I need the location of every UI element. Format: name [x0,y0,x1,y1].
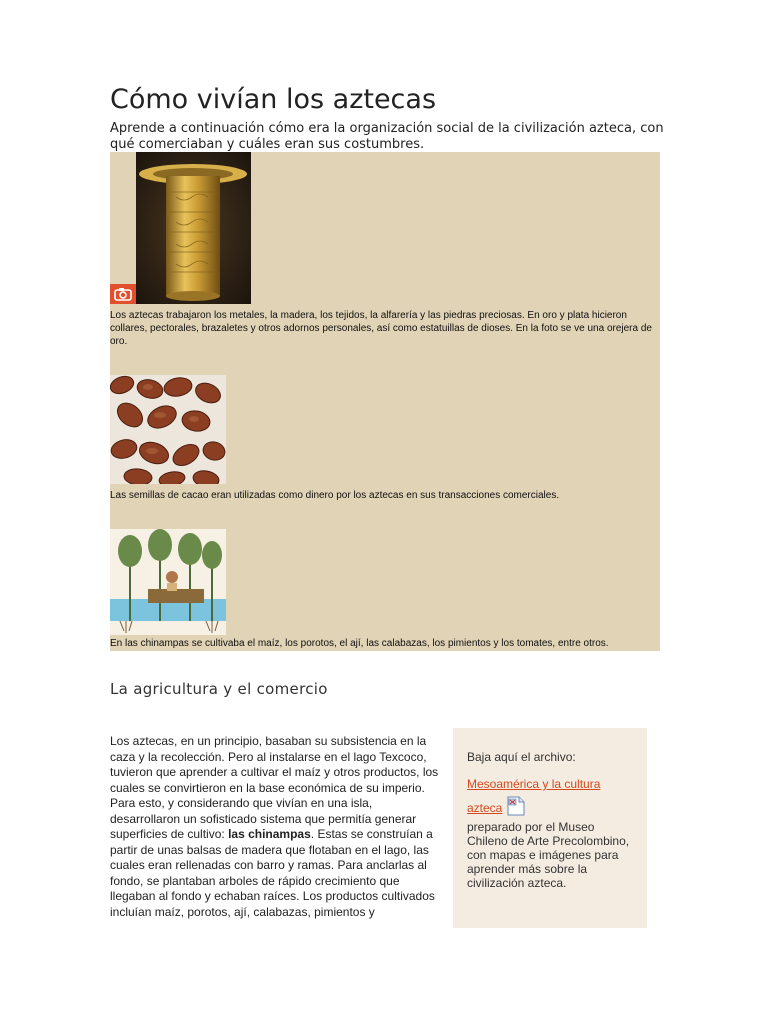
paragraph-text-start: Los aztecas, en un principio, basaban su subsistencia en la caza y la recolección. Pero al instalarse en el lago Texcoco, tuvieron que aprender a cultivar el maíz y otros productos, los cuales se convirtieron en la base económica de su imperio. Para esto, y considerando que vivían en una isla, desarrollaron un sofisticado sistema que permitía generar superficies de cultivo: [110,734,439,841]
caption-gold: Los aztecas trabajaron los metales, la madera, los tejidos, la alfarería y las piedras preciosas. En oro y plata hicieron collares, pectorales, brazaletes y otros adornos personales, así como estatuillas de dioses. En la foto se ve una orejera de oro. [110,310,652,347]
chinampas-image [110,529,226,635]
paragraph-text-end: . Estas se construían a partir de unas balsas de madera que flotaban en el lago, las cuales eran rellenadas con barro y ramas. Para anclarlas al fondo, se plantaban arboles de rápido crecimiento que llegaban al fondo y echaban raíces. Los productos cultivados incluían maíz, porotos, ají, calabazas, pimientos y [110,827,435,919]
caption-cacao: Las semillas de cacao eran utilizadas como dinero por los aztecas en sus transacciones comerciales. [110,490,560,501]
download-lead: Baja aquí el archivo: [467,750,576,764]
download-sidebox [453,728,647,928]
section-heading: La agricultura y el comercio [110,680,328,698]
file-icon[interactable] [506,796,526,819]
cacao-seeds-image [110,375,226,484]
page-title: Cómo vivían los aztecas [110,84,437,115]
download-link-text: Mesoamérica y la cultura azteca [467,777,601,815]
gold-ear-spool-image [136,152,251,304]
download-description: preparado por el Museo Chileno de Arte Precolombino, con mapas e imágenes para aprender más sobre la civilización azteca. [467,820,630,890]
section-paragraph [110,734,440,920]
gold-ear-spool-photo[interactable] [136,152,251,304]
image-gallery [110,152,660,651]
paragraph-bold-term: las chinampas [228,827,311,841]
chinampas-illustration[interactable] [110,529,226,635]
page-subtitle: Aprende a continuación cómo era la organización social de la civilización azteca, con qué comerciaban y cuáles eran sus costumbres. [110,121,664,152]
camera-icon[interactable] [110,284,136,304]
download-link[interactable] [467,777,600,815]
cacao-seeds-photo[interactable] [110,375,226,484]
caption-chinampas: En las chinampas se cultivaba el maíz, los porotos, el ají, las calabazas, los pimientos y los tomates, entre otros. [110,638,609,649]
